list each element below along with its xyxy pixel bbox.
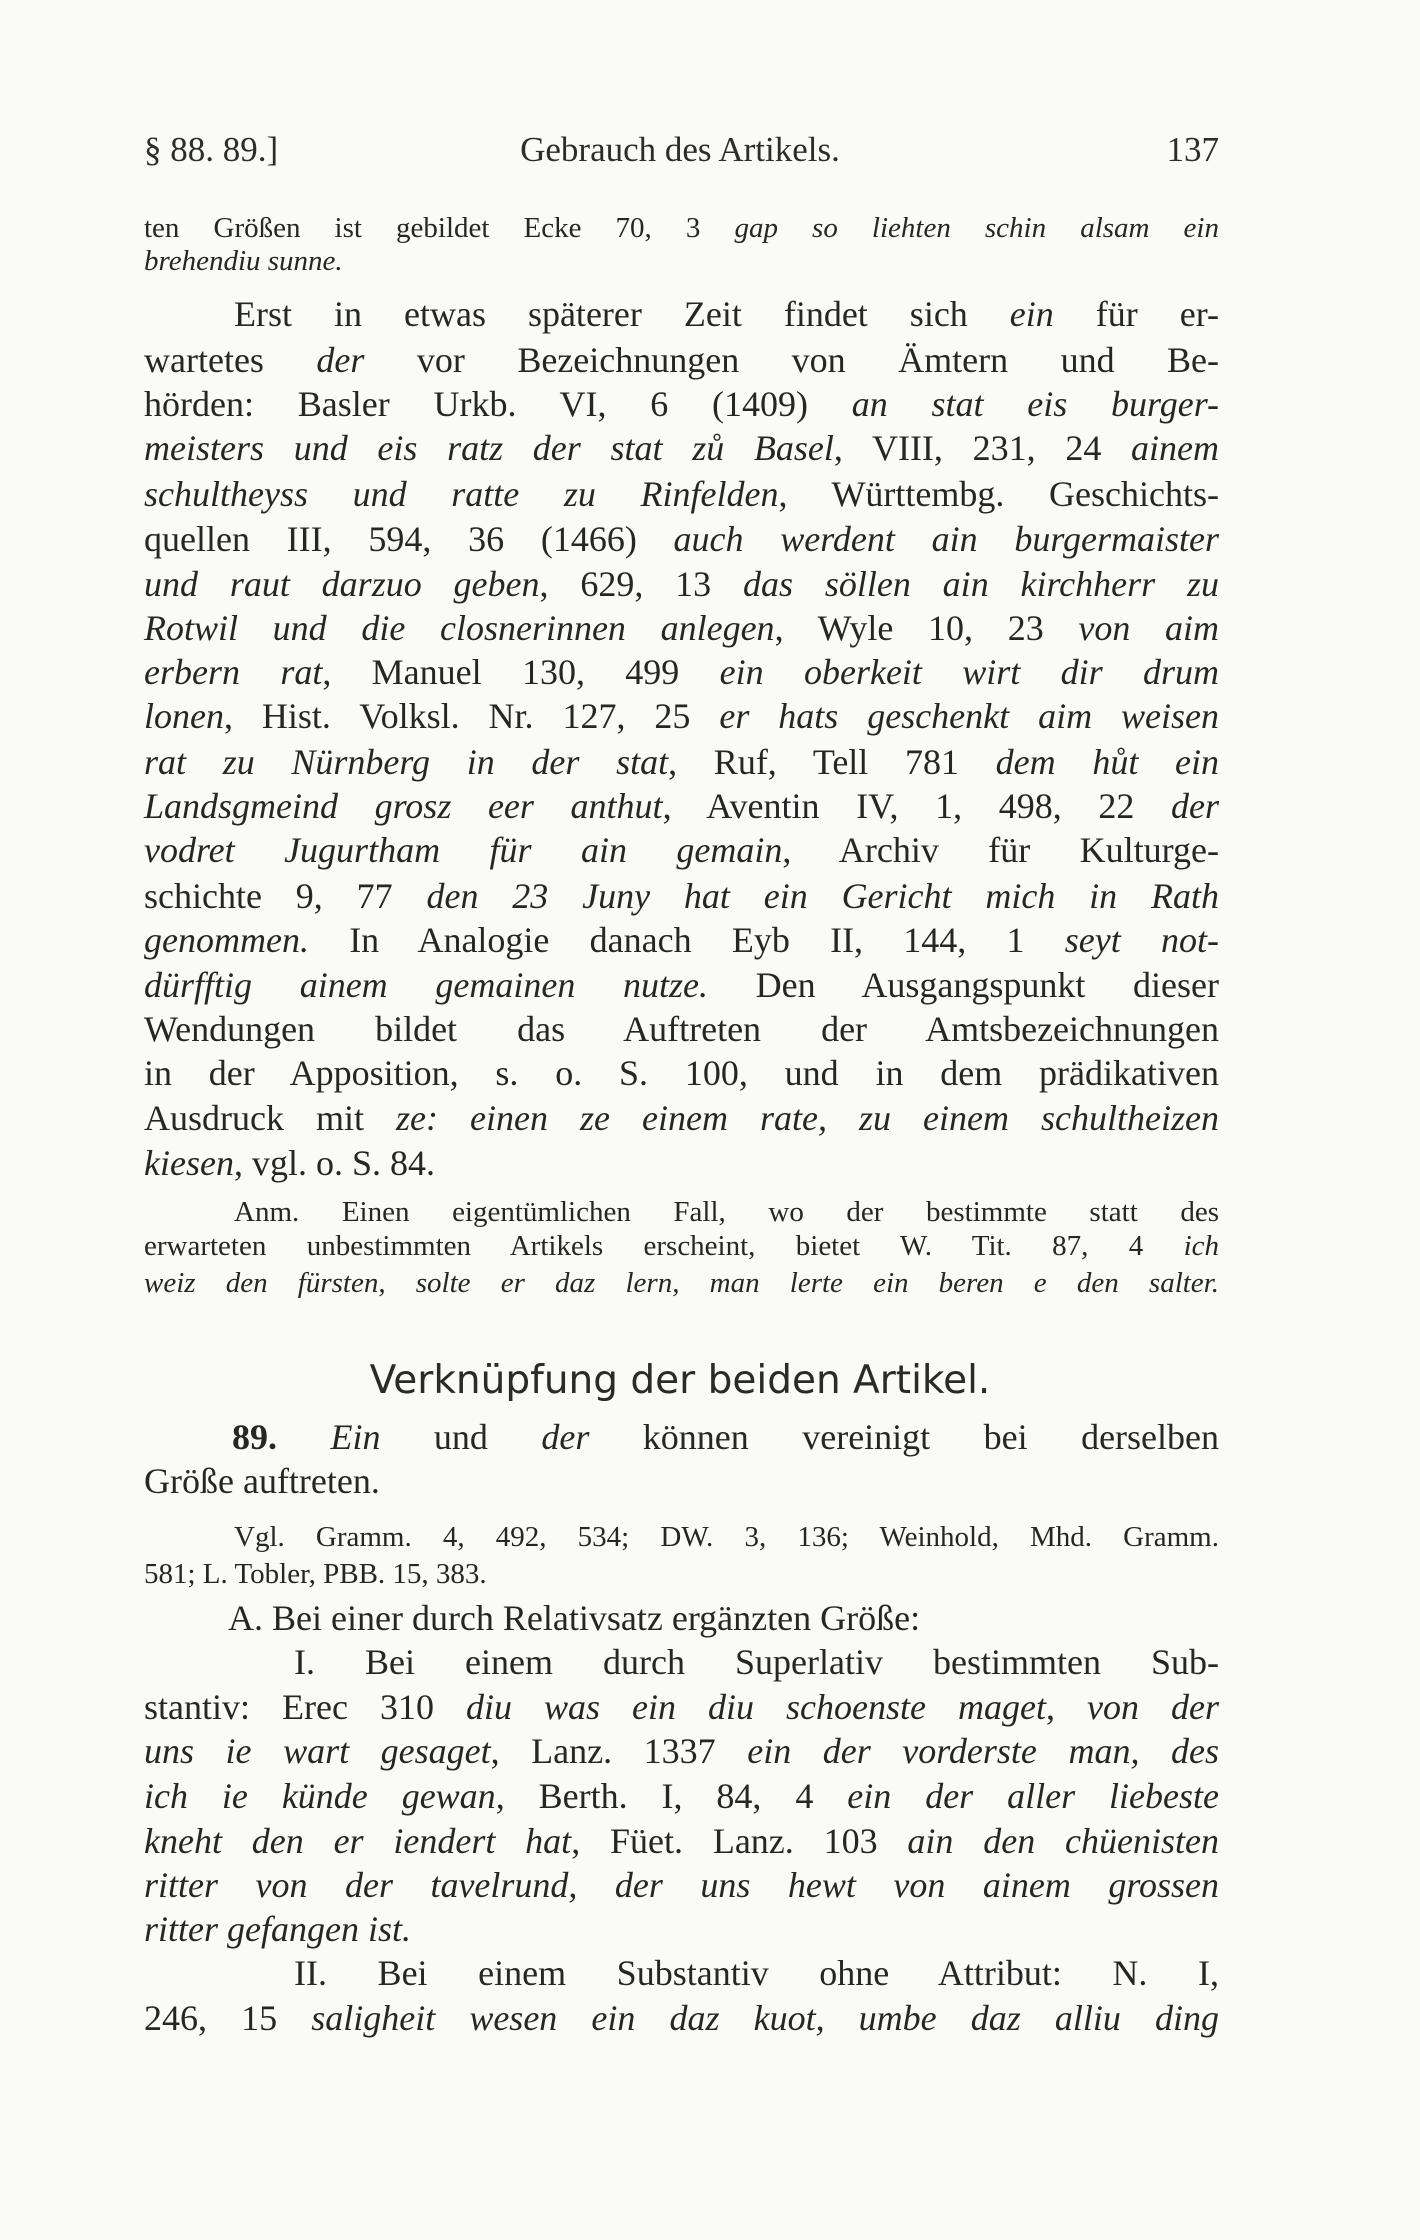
text-run: , Hist. Volksl. Nr. 127, 25 [223, 696, 720, 736]
text-line [144, 740, 1219, 784]
text-run: ten Größen ist gebildet Ecke 70, 3 [144, 212, 735, 244]
text-run: Wendungen bildet das Auftreten der Amtsbezeichnungen [144, 1009, 1219, 1049]
italic-quotation: ein [1009, 294, 1054, 334]
text-line [144, 1996, 1219, 2040]
text-line [144, 1051, 1219, 1095]
italic-quotation: ze: einen ze einem rate, zu einem schultheizen [396, 1098, 1219, 1138]
text-run: I. Bei einem durch Superlativ bestimmten Sub- [294, 1642, 1219, 1682]
text-run: , Württembg. Geschichts- [778, 474, 1219, 514]
italic-quotation: rat zu Nürnberg in der stat [144, 742, 669, 782]
text-run: 581; L. Tobler, PBB. 15, 383. [144, 1558, 487, 1590]
text-line [144, 606, 1219, 650]
italic-quotation: dem hůt ein [995, 742, 1219, 782]
text-line [144, 1729, 1219, 1773]
text-line [144, 963, 1219, 1007]
text-run: hörden: Basler Urkb. VI, 6 (1409) [144, 384, 852, 424]
italic-quotation: ainem [1131, 428, 1220, 468]
italic-quotation: der [316, 340, 365, 380]
text-run: können vereinigt bei derselben [589, 1417, 1219, 1457]
text-run: erwarteten unbestimmten Artikels erscheint, bietet W. Tit. 87, 4 [144, 1230, 1184, 1262]
italic-quotation: von aim [1078, 608, 1219, 648]
text-run: und [380, 1417, 542, 1457]
italic-quotation: gap so liehten schin alsam ein [734, 212, 1219, 244]
text-run: , Ruf, Tell 781 [668, 742, 996, 782]
text-line [144, 1228, 1219, 1264]
text-run: schichte 9, 77 [144, 876, 427, 916]
italic-quotation: weiz den fürsten, solte er daz lern, man lerte ein beren e den salter. [144, 1267, 1219, 1299]
italic-quotation: ritter gefangen ist. [144, 1909, 411, 1949]
italic-quotation: seyt not- [1064, 920, 1219, 960]
running-title: Gebrauch des Artikels. [520, 130, 840, 169]
italic-quotation: saligheit wesen ein daz kuot, umbe daz alliu ding [311, 1998, 1219, 2038]
text-line [144, 243, 1219, 279]
italic-quotation: auch werdent ain burgermaister [673, 519, 1219, 559]
text-run: vor Bezeichnungen von Ämtern und Be- [364, 340, 1220, 380]
text-line [234, 1519, 1219, 1555]
text-run: , VIII, 231, 24 [833, 428, 1132, 468]
text-run: , Berth. I, 84, 4 [495, 1776, 848, 1816]
text-line [144, 426, 1219, 470]
italic-quotation: ich [1183, 1230, 1219, 1262]
italic-quotation: uns ie wart gesaget [144, 1731, 491, 1771]
text-line [144, 562, 1219, 606]
text-line [144, 338, 1219, 382]
italic-quotation: den 23 Juny hat ein Gericht mich in Rath [426, 876, 1220, 916]
section-heading: Verknüpfung der beiden Artikel. [369, 1358, 991, 1403]
text-run: 246, 15 [144, 1998, 312, 2038]
text-line [144, 694, 1219, 738]
text-run: in der Apposition, s. o. S. 100, und in dem prädikativen [144, 1053, 1219, 1093]
text-line [144, 874, 1219, 918]
text-line [144, 1556, 1219, 1592]
italic-quotation: der [541, 1417, 590, 1457]
text-line [144, 1007, 1219, 1051]
text-line [144, 1685, 1219, 1729]
text-line [144, 1863, 1219, 1907]
text-run: , Lanz. 1337 [490, 1731, 748, 1771]
text-run: II. Bei einem Substantiv ohne Attribut: N. I, [294, 1953, 1219, 1993]
italic-quotation: ritter von der tavelrund, der uns hewt von ainem grossen [144, 1865, 1219, 1905]
italic-quotation: meisters und eis ratz der stat zů Basel [144, 428, 834, 468]
text-line [144, 1819, 1219, 1863]
text-run: , Aventin IV, 1, 498, 22 [662, 786, 1171, 826]
text-run: A. Bei einer durch Relativsatz ergänzten Größe: [228, 1598, 921, 1638]
text-line [144, 517, 1219, 561]
text-run: für er- [1053, 294, 1219, 334]
italic-quotation: Ein [330, 1417, 381, 1457]
text-run: , Füet. Lanz. 103 [571, 1821, 908, 1861]
text-run: wartetes [144, 340, 317, 380]
text-line [144, 382, 1219, 426]
italic-quotation: Rotwil und die closnerinnen anlegen [144, 608, 775, 648]
text-line [144, 1774, 1219, 1818]
text-line [234, 1194, 1219, 1230]
italic-quotation: ain den chüenisten [907, 1821, 1219, 1861]
italic-quotation: dürfftig ainem gemainen nutze. [144, 965, 708, 1005]
text-line [144, 918, 1219, 962]
text-run: , 629, 13 [539, 564, 744, 604]
text-run: Vgl. Gramm. 4, 492, 534; DW. 3, 136; Weinhold, Mhd. Gramm. [234, 1521, 1219, 1553]
text-run [277, 1417, 330, 1457]
text-run: Größe auftreten. [144, 1461, 380, 1501]
text-line [294, 1951, 1219, 1995]
section-reference: § 88. 89.] [144, 130, 279, 169]
text-run: , vgl. o. S. 84. [233, 1143, 435, 1183]
italic-quotation: schultheyss und ratte zu Rinfelden [144, 474, 779, 514]
italic-quotation: an stat eis burger- [851, 384, 1219, 424]
text-run: Den Ausgangspunkt dieser [708, 965, 1219, 1005]
italic-quotation: er hats geschenkt aim weisen [719, 696, 1219, 736]
text-run: stantiv: Erec 310 [144, 1687, 466, 1727]
italic-quotation: Landsgmeind grosz eer anthut [144, 786, 663, 826]
text-line [234, 292, 1219, 336]
text-run: , Archiv für Kulturge- [782, 830, 1219, 870]
italic-quotation: erbern rat [144, 652, 323, 692]
italic-quotation: und raut darzuo geben [144, 564, 540, 604]
text-line [232, 1415, 1219, 1459]
text-run: , Manuel 130, 499 [322, 652, 720, 692]
text-line [228, 1596, 1219, 1640]
italic-quotation: brehendiu sunne. [144, 245, 343, 277]
italic-quotation: kiesen [144, 1143, 234, 1183]
text-run: Ausdruck mit [144, 1098, 397, 1138]
italic-quotation: kneht den er iendert hat [144, 1821, 572, 1861]
text-line [144, 1141, 1219, 1185]
italic-quotation: das söllen ain kirchherr zu [743, 564, 1219, 604]
italic-quotation: lonen [144, 696, 224, 736]
paragraph-number: 89. [232, 1417, 277, 1457]
italic-quotation: ein der vorderste man, des [747, 1731, 1219, 1771]
text-line [144, 650, 1219, 694]
text-line [144, 472, 1219, 516]
italic-quotation: von der [1087, 1687, 1219, 1727]
text-line [144, 828, 1219, 872]
text-run: In Analogie danach Eyb II, 144, 1 [308, 920, 1065, 960]
text-line [144, 784, 1219, 828]
page-number: 137 [1166, 130, 1219, 169]
text-line [294, 1640, 1219, 1684]
italic-quotation: ein der aller liebeste [847, 1776, 1219, 1816]
italic-quotation: vodret Jugurtham für ain gemain [144, 830, 783, 870]
italic-quotation: diu was ein diu schoenste maget [465, 1687, 1046, 1727]
text-line [144, 1907, 1219, 1951]
text-run: quellen III, 594, 36 (1466) [144, 519, 674, 559]
text-run: , [1046, 1687, 1088, 1727]
text-line [144, 210, 1219, 246]
italic-quotation: ein oberkeit wirt dir drum [719, 652, 1219, 692]
text-run: Erst in etwas späterer Zeit findet sich [234, 294, 1010, 334]
text-line [144, 1096, 1219, 1140]
text-run: Anm. Einen eigentümlichen Fall, wo der bestimmte statt des [234, 1196, 1219, 1228]
italic-quotation: ich ie künde gewan [144, 1776, 496, 1816]
italic-quotation: genommen. [144, 920, 309, 960]
text-line [144, 1265, 1219, 1301]
italic-quotation: der [1171, 786, 1219, 826]
text-line [144, 1459, 1219, 1503]
text-run: , Wyle 10, 23 [774, 608, 1079, 648]
